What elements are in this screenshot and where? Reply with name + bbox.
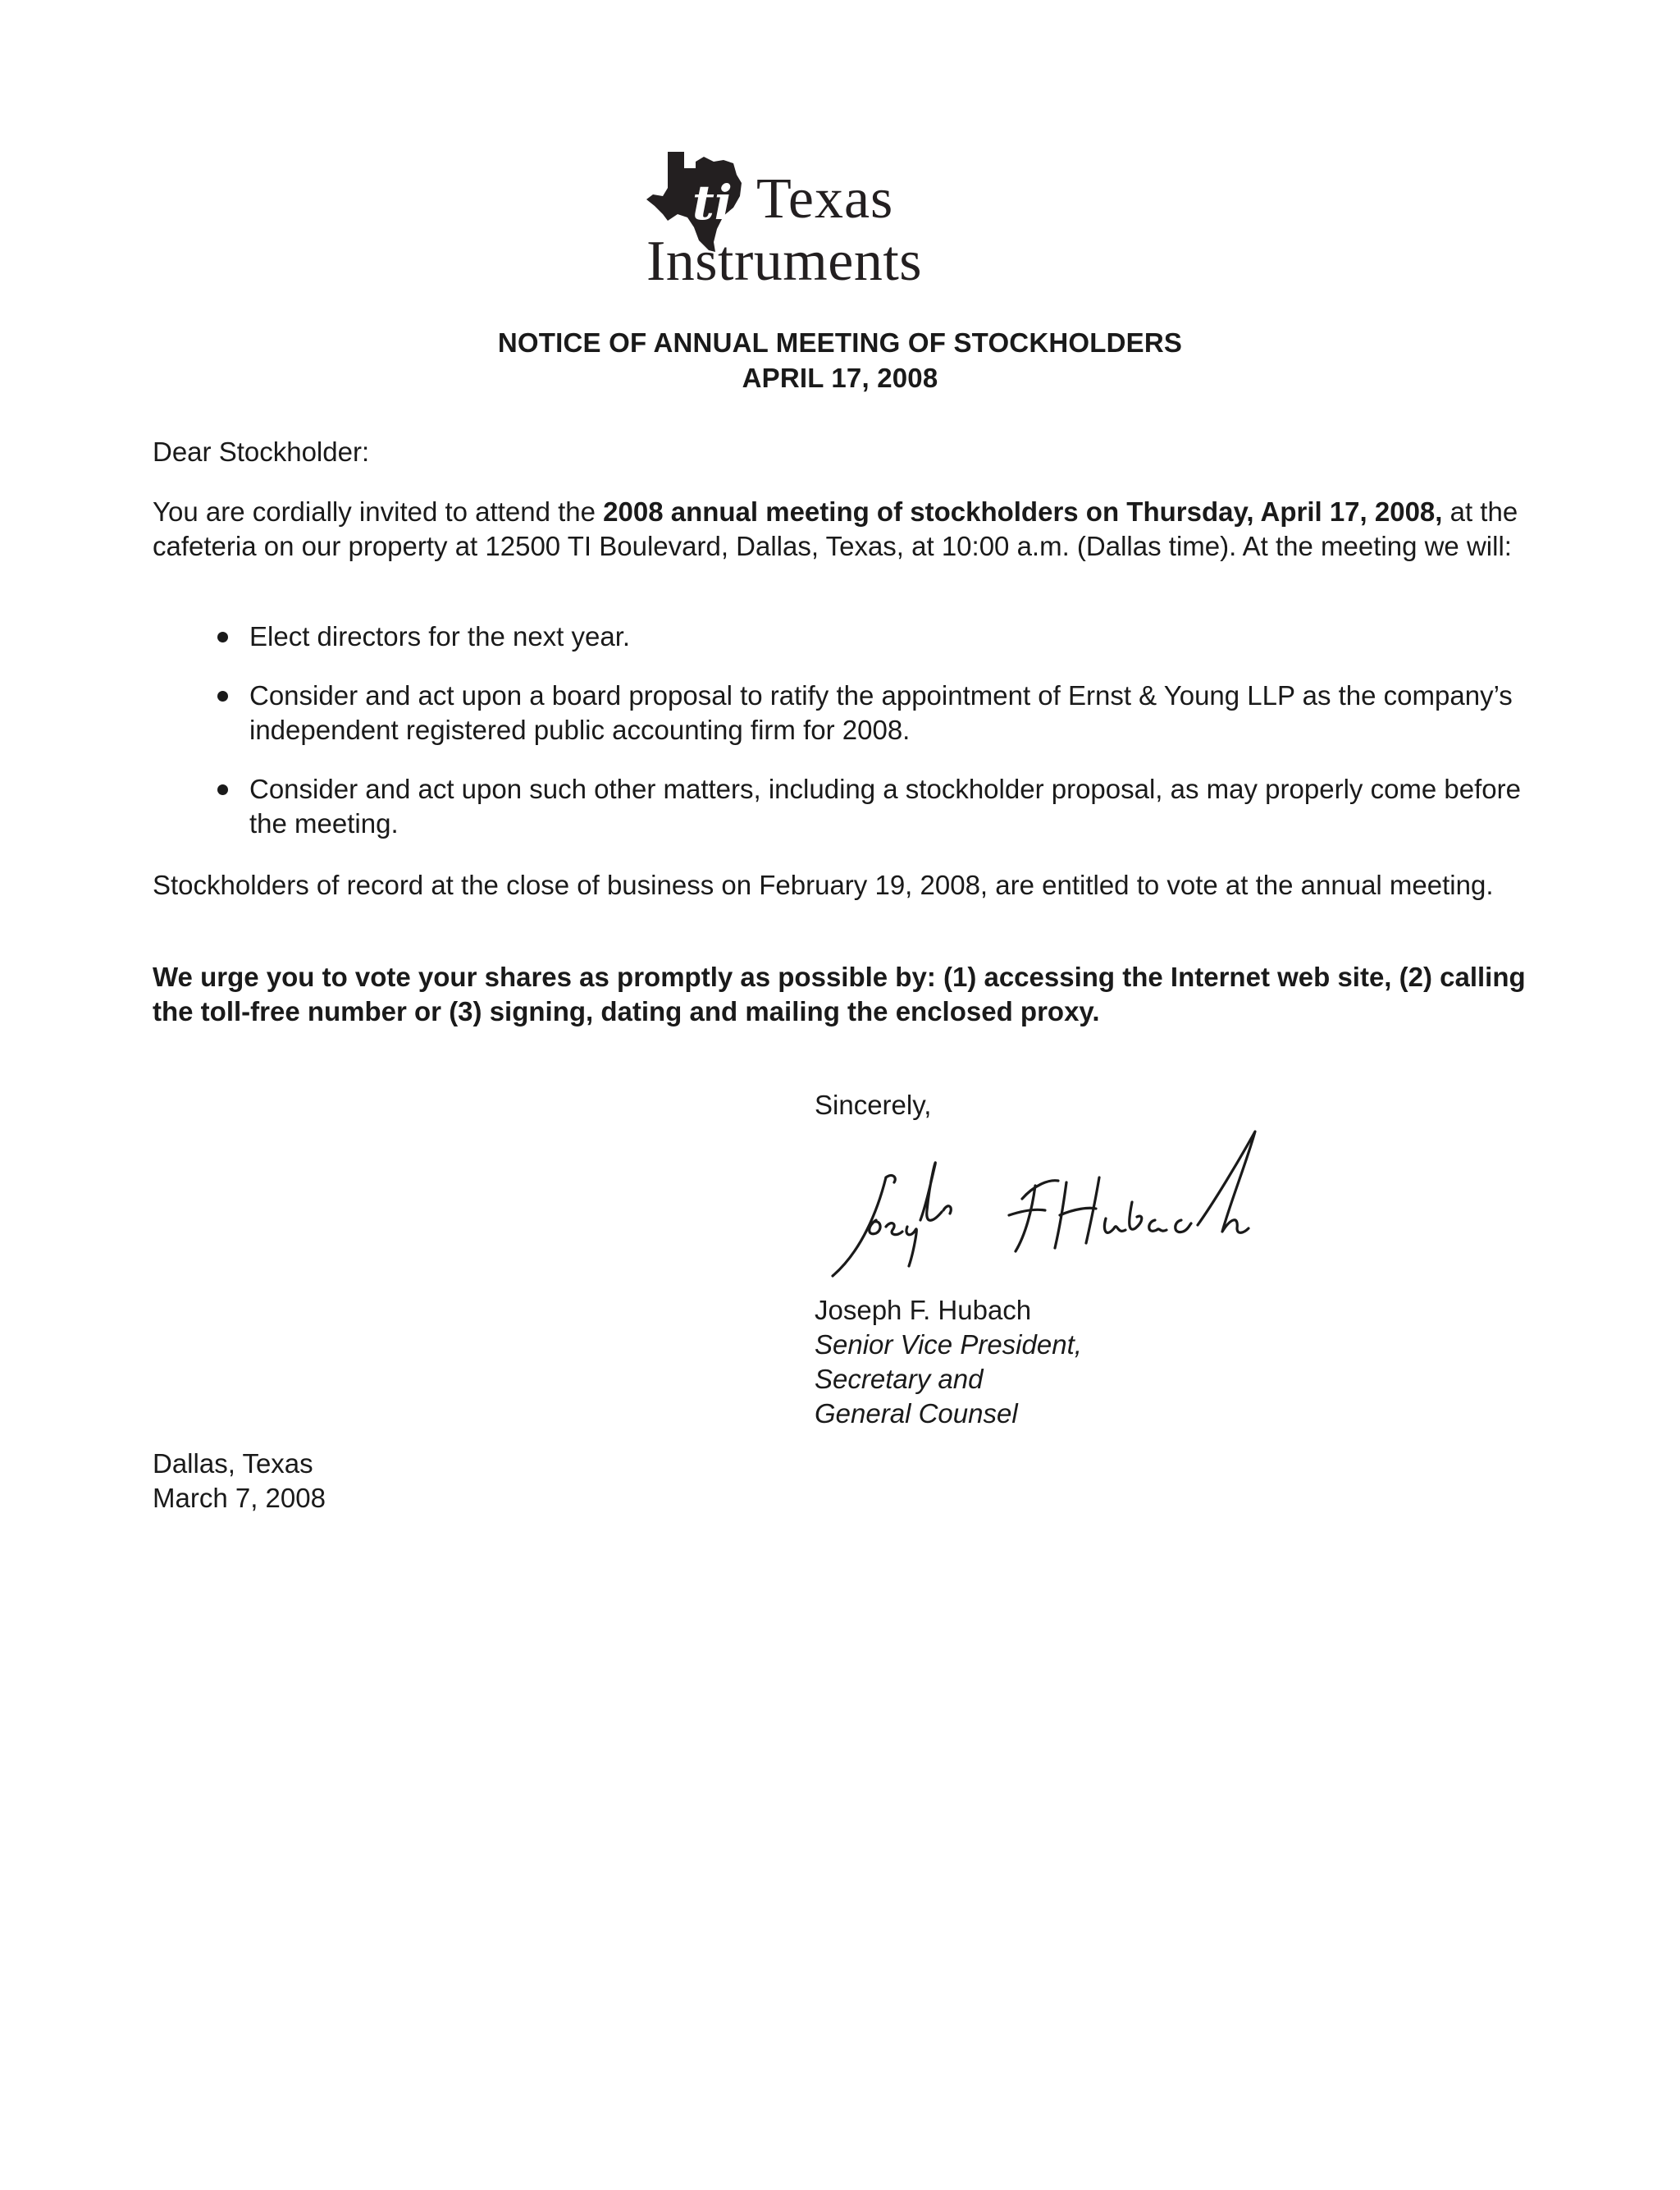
intro-paragraph (153, 495, 1539, 564)
intro-pre: You are cordially invited to attend the (153, 496, 604, 527)
texas-instruments-logo (645, 150, 1039, 291)
bullet-icon (217, 784, 228, 795)
signer-title-1: Senior Vice President, (815, 1329, 1082, 1360)
closing-sincerely: Sincerely, (815, 1090, 932, 1120)
signer-block (815, 1293, 1082, 1431)
intro-bold: 2008 annual meeting of stockholders on Thursday, April 17, 2008, (603, 496, 1443, 527)
agenda-item (153, 772, 1539, 841)
signer-name: Joseph F. Hubach (815, 1295, 1032, 1325)
agenda-item-text: Consider and act upon a board proposal to ratify the appointment of Ernst & Young LLP as the company’s independent registered public accounting firm for 2008. (249, 680, 1513, 745)
signer-title-2: Secretary and (815, 1364, 984, 1394)
record-date-notice: Stockholders of record at the close of business on February 19, 2008, are entitled to vote at the annual meeting. (153, 870, 1494, 900)
agenda-item (153, 620, 1539, 654)
svg-text:ti: ti (692, 175, 733, 231)
ti-logo-graphic (645, 150, 1039, 291)
handwritten-signature (829, 1128, 1354, 1281)
bullet-icon (217, 632, 228, 642)
signer-title-3: General Counsel (815, 1398, 1018, 1429)
agenda-item (153, 679, 1539, 748)
letter-city: Dallas, Texas (153, 1448, 313, 1479)
signature-graphic (829, 1128, 1354, 1281)
salutation: Dear Stockholder: (153, 437, 370, 467)
letter-location-date (153, 1447, 326, 1516)
agenda-list (153, 620, 1539, 866)
agenda-item-text: Elect directors for the next year. (249, 621, 631, 652)
bullet-icon (217, 691, 228, 702)
notice-title (0, 325, 1680, 395)
logo-word-texas: Texas (756, 167, 894, 231)
agenda-item-text: Consider and act upon such other matters, including a stockholder proposal, as may properly come before the meeting. (249, 774, 1522, 839)
notice-title-date: APRIL 17, 2008 (742, 363, 938, 393)
notice-title-line1: NOTICE OF ANNUAL MEETING OF STOCKHOLDERS (497, 327, 1183, 358)
voting-urge: We urge you to vote your shares as promptly as possible by: (1) accessing the Internet web site, (2) calling the toll-free number or (3) signing, dating and mailing the enclosed proxy. (153, 962, 1526, 1026)
logo-word-instruments: Instruments (646, 230, 923, 291)
letter-date: March 7, 2008 (153, 1483, 326, 1513)
intro-post: at the cafeteria on our property at 12500 TI Boulevard, Dallas, Texas, at 10:00 a.m. (Dallas time). At the meeting we will: (153, 496, 1518, 561)
